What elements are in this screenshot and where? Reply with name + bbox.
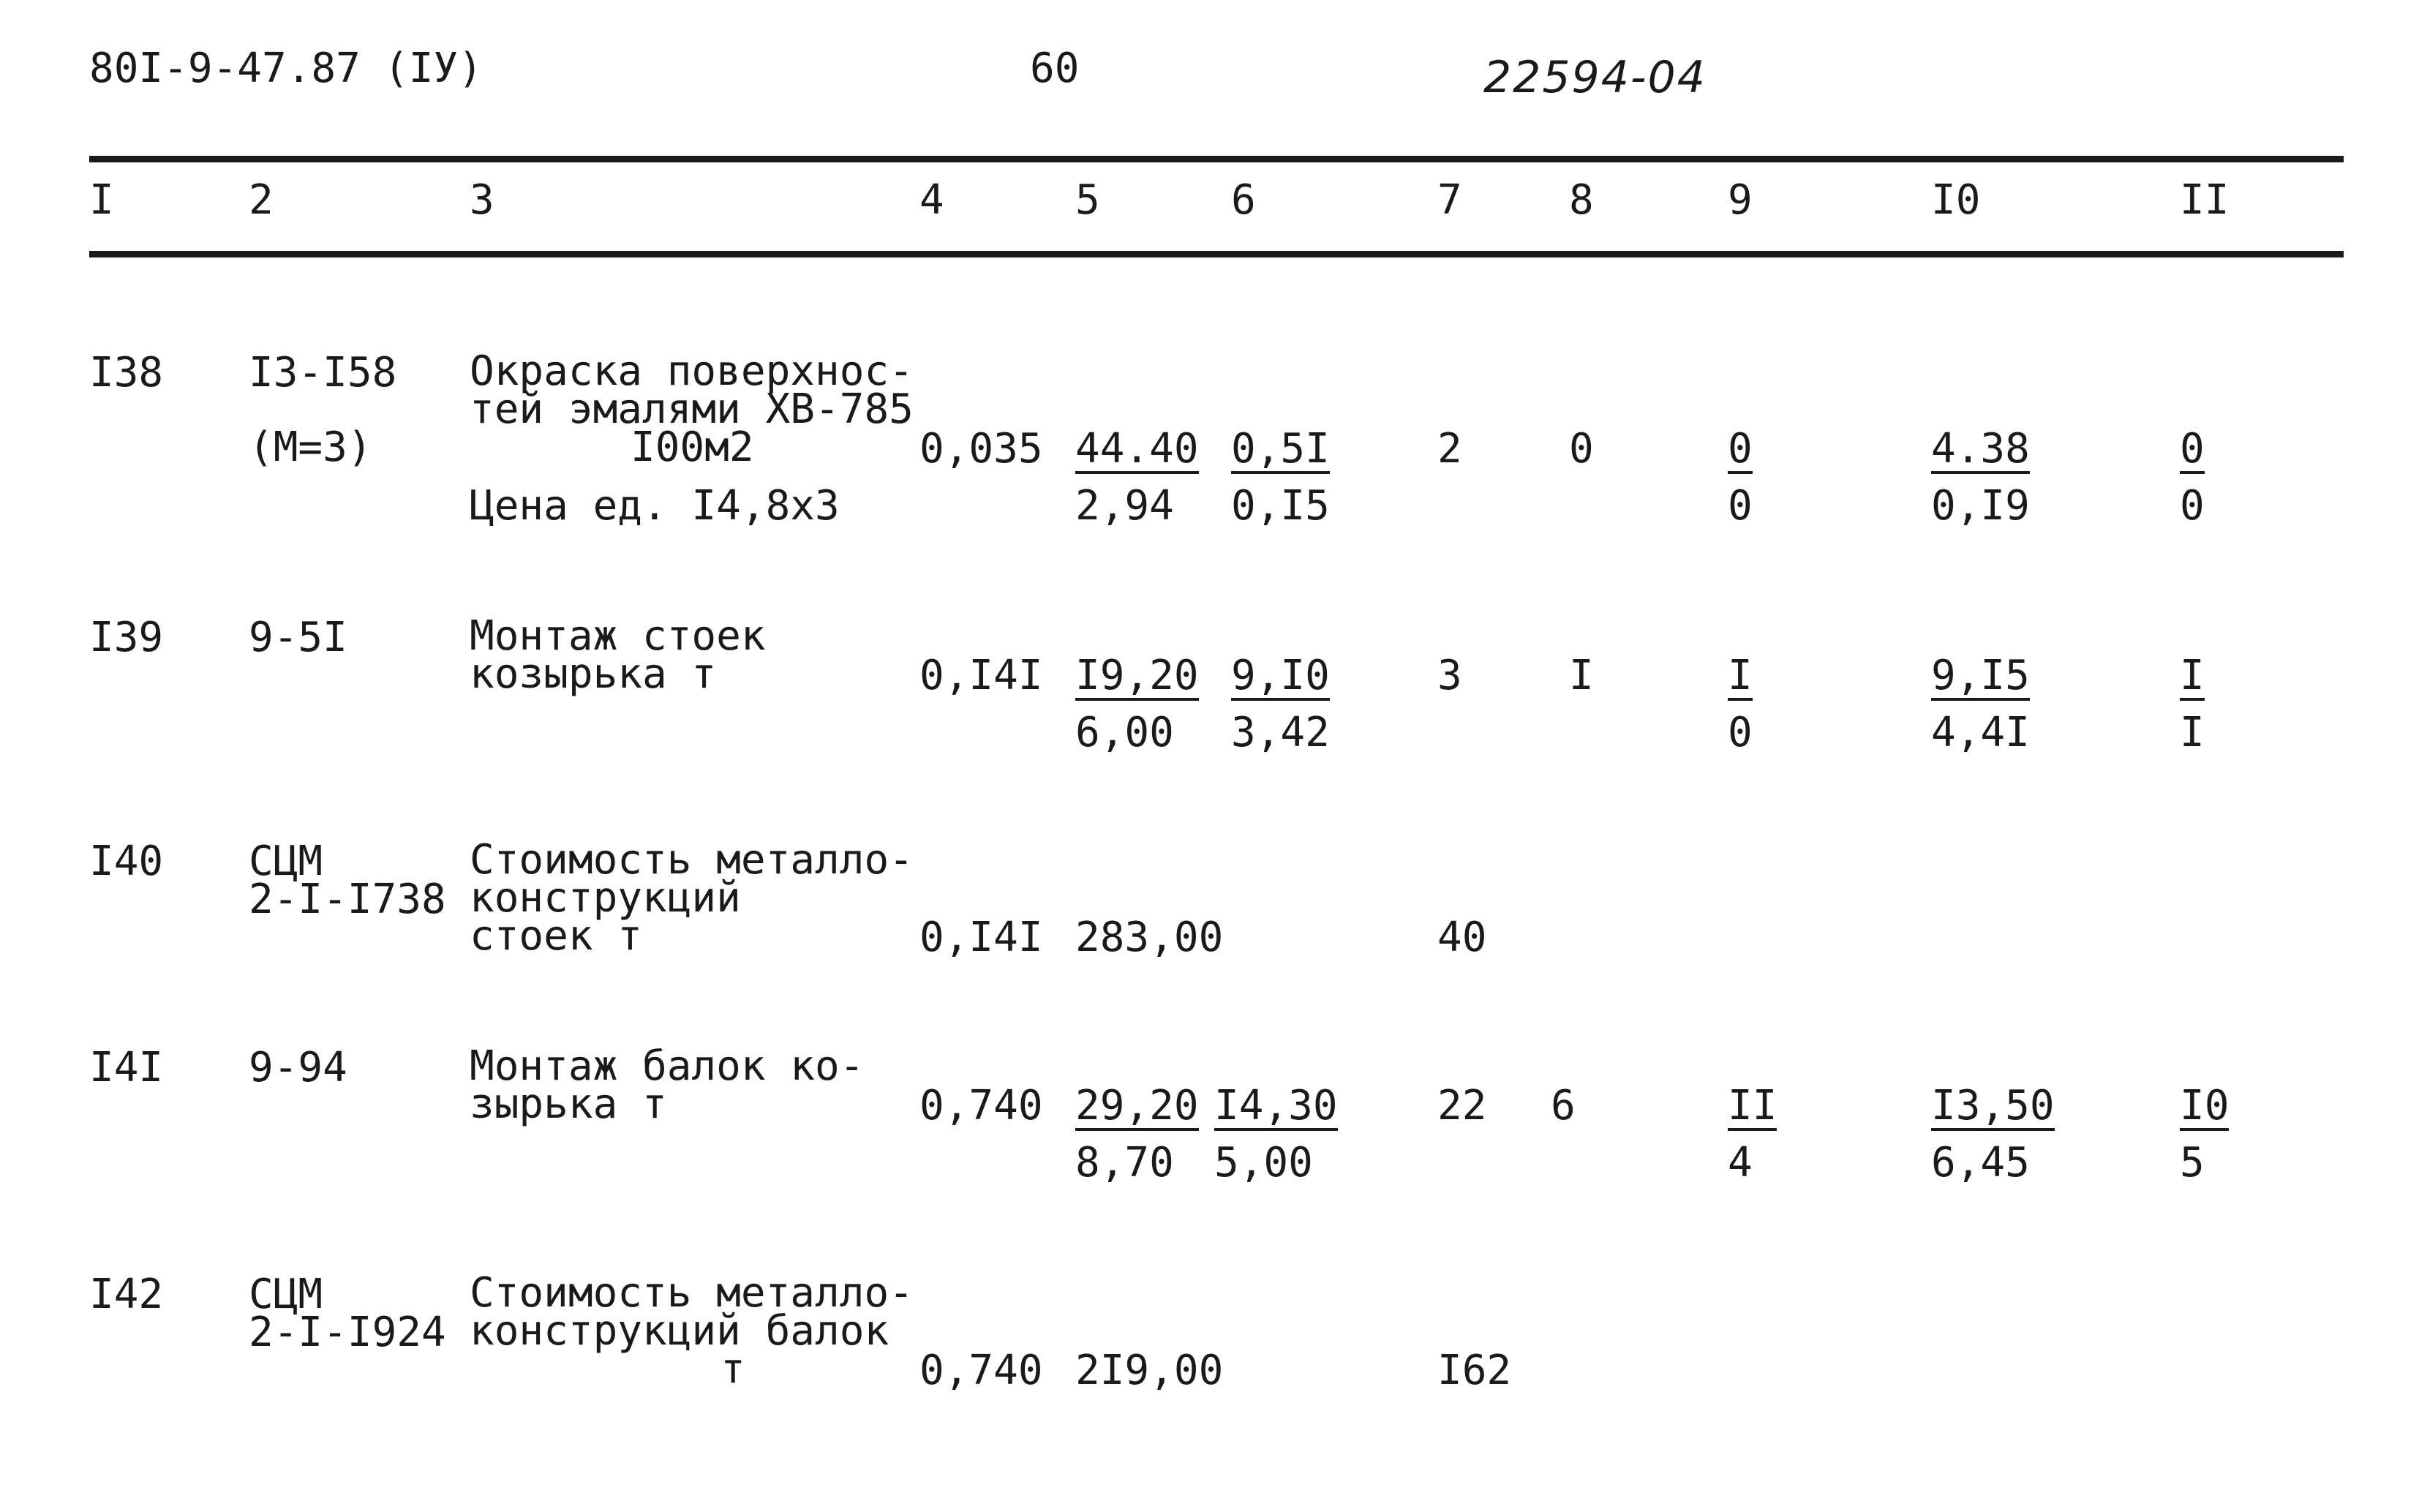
rate-code: СЦМ [249,1271,323,1318]
labor-machinists: I [2180,652,2205,699]
total-cost: 2 [1437,425,1462,473]
row-number: I40 [89,838,164,885]
unit-cost-machine-wages: 0,I5 [1231,482,1330,530]
total-wages: 6 [1551,1082,1576,1129]
work-unit: I00м2 [631,424,754,471]
column-header-9: 9 [1728,176,1753,224]
column-header-10: I0 [1931,176,1981,224]
column-header-8: 8 [1569,176,1594,224]
work-description-line: Стоимость металло- [470,1269,914,1317]
labor-workers-total: 4,4I [1931,709,2030,756]
labor-machinists: 0 [2180,425,2205,473]
unit-cost-total: 2I9,00 [1075,1347,1224,1394]
work-description-line: Окраска поверхнос- [470,347,914,395]
unit-cost-wages: 6,00 [1075,709,1174,756]
rate-code: 9-5I [249,614,347,661]
quantity: 0,I4I [919,652,1043,699]
quantity: 0,740 [919,1082,1043,1129]
column-header-6: 6 [1231,176,1256,224]
row-number: I39 [89,614,164,661]
header-bottom-rule [89,251,2344,257]
total-cost: 40 [1437,914,1487,961]
total-machine-wages: 4 [1728,1139,1753,1186]
column-header-2: 2 [249,176,274,224]
row-number: I42 [89,1271,164,1318]
quantity: 0,035 [919,425,1043,473]
total-machines: II [1728,1082,1777,1129]
unit-cost-wages: 2,94 [1075,482,1174,530]
unit-cost-total: I9,20 [1075,652,1199,699]
work-description-line: конструкций [470,874,741,922]
total-machine-wages: 0 [1728,482,1753,530]
work-description-line: Монтаж балок ко- [470,1042,865,1090]
quantity: 0,740 [919,1347,1043,1394]
labor-workers: I3,50 [1931,1082,2055,1129]
work-description-line: конструкций балок [470,1307,889,1355]
total-wages: I [1569,652,1594,699]
rate-code: I3-I58 [249,349,397,396]
inventory-number: 22594-04 [1483,52,1707,103]
rate-code-note: 2-I-I924 [249,1309,446,1356]
labor-machinists-total: 5 [2180,1139,2205,1186]
unit-cost-machine-wages: 3,42 [1231,709,1330,756]
total-cost: 22 [1437,1082,1487,1129]
total-cost: 3 [1437,652,1462,699]
total-wages: 0 [1569,425,1594,473]
unit-cost-machines: 0,5I [1231,425,1330,473]
rate-code-note: 2-I-I738 [249,876,446,923]
unit-cost-machines: 9,I0 [1231,652,1330,699]
column-header-4: 4 [919,176,944,224]
labor-machinists-total: I [2180,709,2205,756]
labor-workers: 9,I5 [1931,652,2030,699]
labor-workers-total: 0,I9 [1931,482,2030,530]
rate-code-note: (М=3) [249,424,372,471]
rate-code: 9-94 [249,1044,347,1091]
labor-machinists: I0 [2180,1082,2230,1129]
work-description-line: стоек т [470,912,643,960]
quantity: 0,I4I [919,914,1043,961]
unit-cost-total: 283,00 [1075,914,1224,961]
work-description-line: зырька т [470,1080,667,1128]
volume-label: (IУ) [384,45,483,92]
row-number: I4I [89,1044,164,1091]
row-number: I38 [89,349,164,396]
column-header-3: 3 [470,176,494,224]
column-header-7: 7 [1437,176,1462,224]
total-machines: 0 [1728,425,1753,473]
total-machines: I [1728,652,1753,699]
rate-code: СЦМ [249,838,323,885]
header-top-rule [89,156,2344,162]
labor-workers-total: 6,45 [1931,1139,2030,1186]
work-description-line: Монтаж стоек [470,612,766,660]
labor-workers: 4.38 [1931,425,2030,473]
total-cost: I62 [1437,1347,1512,1394]
unit-cost-total: 44.40 [1075,425,1199,473]
unit-cost-machines: I4,30 [1214,1082,1338,1129]
column-header-1: I [89,176,114,224]
work-description-line: козырька т [470,650,717,698]
work-unit: т [721,1345,745,1393]
labor-machinists-total: 0 [2180,482,2205,530]
document-code: 80I-9-47.87 [89,45,361,92]
column-header-11: II [2180,176,2230,224]
unit-cost-total: 29,20 [1075,1082,1199,1129]
total-machine-wages: 0 [1728,709,1753,756]
page-number: 60 [1030,45,1080,92]
work-description-line: тей эмалями ХВ-785 [470,385,914,433]
column-header-5: 5 [1075,176,1100,224]
work-description-line: Стоимость металло- [470,836,914,884]
unit-cost-machine-wages: 5,00 [1214,1139,1313,1186]
unit-price-note: Цена ед. I4,8x3 [470,482,840,530]
unit-cost-wages: 8,70 [1075,1139,1174,1186]
